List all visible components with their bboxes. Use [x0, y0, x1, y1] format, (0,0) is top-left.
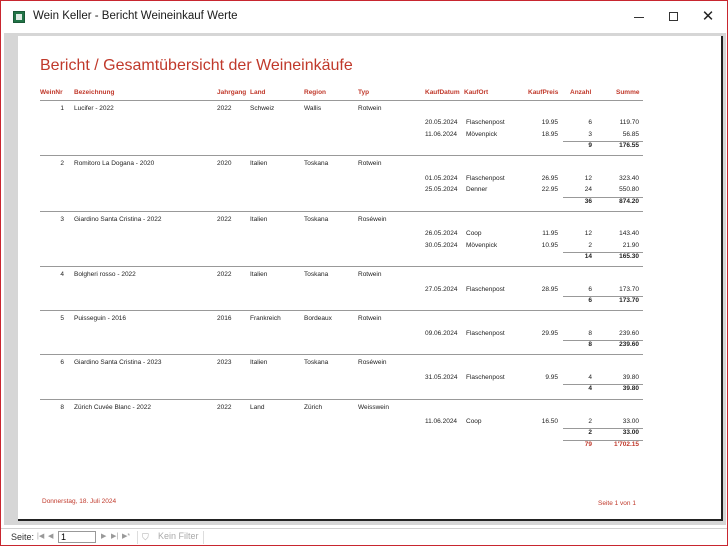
group-divider	[40, 354, 643, 355]
wein-typ: Roséwein	[358, 215, 387, 223]
wein-land: Frankreich	[250, 315, 281, 323]
window-title: Wein Keller - Bericht Weineinkauf Werte	[33, 10, 238, 22]
group-total-summe: 173.70	[619, 297, 639, 304]
page-number-input[interactable]: 1	[58, 531, 96, 543]
group-total-anzahl: 9	[588, 142, 592, 150]
grand-total-anzahl: 79	[584, 440, 592, 448]
header-weinnr: WeinNr	[40, 89, 63, 96]
kauf-datum: 26.05.2024	[425, 230, 458, 238]
kauf-datum: 27.05.2024	[425, 285, 458, 293]
kauf-anzahl: 12	[584, 230, 592, 238]
header-kaufort: KaufOrt	[464, 89, 489, 96]
group-total-summe: 239.60	[619, 341, 639, 349]
wein-nr: 4	[60, 271, 64, 279]
kauf-summe: 56.85	[622, 130, 639, 138]
kauf-ort: Mövenpick	[466, 241, 498, 249]
kauf-preis: 29.95	[541, 329, 558, 337]
wein-jahrgang: 2016	[217, 315, 232, 323]
group-total-summe: 176.55	[619, 142, 639, 150]
group-divider	[40, 211, 643, 212]
wein-jahrgang: 2022	[217, 403, 232, 411]
kauf-datum: 20.05.2024	[425, 119, 458, 127]
wein-land: Italien	[250, 271, 268, 279]
wein-bezeichnung: Bolgheri rosso - 2022	[74, 271, 136, 279]
kauf-anzahl: 3	[588, 130, 592, 138]
header-summe: Summe	[616, 89, 640, 96]
kauf-preis: 11.95	[542, 230, 558, 238]
kauf-summe: 239.60	[619, 329, 639, 337]
close-button[interactable]	[690, 1, 726, 33]
wein-region: Toskana	[304, 215, 329, 223]
header-jahrgang: Jahrgang	[217, 89, 247, 96]
wein-nr: 2	[60, 160, 64, 168]
kauf-ort: Coop	[466, 230, 482, 238]
kauf-anzahl: 12	[584, 174, 592, 182]
kauf-summe: 33.00	[622, 417, 639, 425]
status-separator	[137, 531, 138, 544]
header-land: Land	[250, 89, 266, 96]
wein-jahrgang: 2022	[217, 271, 232, 279]
kauf-anzahl: 6	[588, 285, 592, 293]
wein-typ: Rotwein	[358, 160, 382, 168]
header-region: Region	[304, 89, 327, 96]
kauf-ort: Flaschenpost	[466, 174, 505, 182]
wein-bezeichnung: Giardino Santa Cristina - 2022	[74, 215, 162, 223]
kauf-datum: 01.05.2024	[425, 174, 458, 182]
footer-page-number: Seite 1 von 1	[598, 500, 636, 507]
kauf-summe: 550.80	[619, 186, 639, 194]
wein-land: Italien	[250, 359, 268, 367]
kauf-anzahl: 2	[588, 417, 592, 425]
wein-region: Toskana	[304, 271, 329, 279]
group-total-summe: 39.80	[622, 385, 639, 393]
header-kaufpreis: KaufPreis	[528, 89, 559, 96]
group-total-anzahl: 4	[588, 385, 592, 393]
maximize-icon	[669, 12, 678, 21]
wein-bezeichnung: Romitoro La Dogana - 2020	[74, 160, 155, 168]
footer-date: Donnerstag, 18. Juli 2024	[42, 498, 117, 505]
wein-jahrgang: 2022	[217, 105, 232, 112]
group-total-anzahl: 2	[588, 429, 592, 437]
kauf-preis: 16.50	[541, 417, 558, 425]
kauf-summe: 173.70	[619, 285, 639, 293]
header-divider	[40, 100, 643, 101]
kauf-anzahl: 4	[588, 373, 592, 381]
status-separator	[203, 531, 204, 544]
kauf-datum: 09.06.2024	[425, 329, 458, 337]
wein-nr: 5	[60, 315, 64, 323]
kauf-anzahl: 6	[588, 119, 592, 127]
wein-region: Bordeaux	[304, 315, 332, 323]
group-total-anzahl: 8	[588, 341, 592, 349]
wein-typ: Rotwein	[358, 105, 382, 112]
header-kaufdatum: KaufDatum	[425, 89, 460, 96]
group-total-anzahl: 14	[584, 252, 592, 260]
header-anzahl: Anzahl	[570, 89, 592, 96]
kauf-ort: Flaschenpost	[466, 373, 505, 381]
wein-typ: Rotwein	[358, 271, 382, 279]
group-total-anzahl: 36	[584, 197, 592, 205]
maximize-button[interactable]	[655, 1, 691, 33]
group-divider	[40, 155, 643, 156]
report-page	[18, 36, 723, 521]
wein-bezeichnung: Zürich Cuvée Blanc - 2022	[74, 403, 151, 411]
wein-nr: 1	[60, 105, 64, 112]
first-page-icon[interactable]: |◀	[37, 533, 45, 540]
group-total-summe: 874.20	[619, 197, 639, 205]
previous-page-icon[interactable]: ◀	[48, 533, 54, 540]
grand-total-summe: 1'702.15	[613, 440, 639, 448]
kauf-anzahl: 8	[588, 329, 592, 337]
group-total-summe: 165.30	[619, 252, 639, 260]
kauf-datum: 25.05.2024	[425, 186, 458, 194]
wein-typ: Rotwein	[358, 315, 382, 323]
wein-jahrgang: 2022	[217, 215, 232, 223]
wein-land: Schweiz	[250, 105, 275, 112]
kauf-summe: 323.40	[619, 174, 639, 182]
wein-bezeichnung: Giardino Santa Cristina - 2023	[74, 359, 162, 367]
kauf-ort: Flaschenpost	[466, 119, 505, 127]
kauf-summe: 21.90	[622, 241, 639, 249]
header-typ: Typ	[358, 89, 370, 96]
wein-typ: Weisswein	[358, 403, 389, 411]
kauf-anzahl: 2	[588, 241, 592, 249]
wein-region: Wallis	[304, 105, 322, 112]
wein-jahrgang: 2020	[217, 160, 232, 168]
kauf-preis: 22.95	[541, 186, 558, 194]
wein-land: Land	[250, 403, 265, 411]
wein-nr: 3	[60, 215, 64, 223]
kauf-summe: 143.40	[619, 230, 639, 238]
kauf-preis: 10.95	[541, 241, 558, 249]
minimize-button[interactable]	[621, 1, 657, 33]
close-icon: ✕	[701, 8, 715, 25]
kauf-preis: 28.95	[541, 285, 558, 293]
wein-bezeichnung: Puisseguin - 2016	[74, 315, 127, 323]
wein-region: Toskana	[304, 160, 329, 168]
next-page-icon[interactable]: ▶	[101, 533, 107, 540]
wein-land: Italien	[250, 215, 268, 223]
header-bezeichnung: Bezeichnung	[74, 89, 115, 96]
kauf-ort: Flaschenpost	[466, 329, 505, 337]
kauf-ort: Mövenpick	[466, 130, 498, 138]
record-navigation-bar	[1, 528, 727, 545]
wein-jahrgang: 2023	[217, 359, 232, 367]
kauf-ort: Flaschenpost	[466, 285, 505, 293]
group-divider	[40, 399, 643, 400]
wein-typ: Roséwein	[358, 359, 387, 367]
group-total-summe: 33.00	[622, 429, 639, 437]
wein-land: Italien	[250, 160, 268, 168]
last-page-icon[interactable]: ▶|	[111, 533, 119, 540]
title-bar	[1, 1, 727, 33]
kauf-ort: Coop	[466, 417, 482, 425]
kauf-anzahl: 24	[584, 186, 592, 194]
kauf-ort: Denner	[466, 186, 488, 194]
wein-region: Zürich	[304, 403, 323, 411]
kauf-summe: 119.70	[619, 119, 639, 127]
group-divider	[40, 310, 643, 311]
report-title: Bericht / Gesamtübersicht der Weineinkäufe	[40, 57, 353, 74]
new-record-icon[interactable]: ▶*	[122, 533, 131, 540]
wein-nr: 8	[60, 403, 64, 411]
group-divider	[40, 266, 643, 267]
kauf-preis: 26.95	[541, 174, 558, 182]
kauf-preis: 18.95	[541, 130, 558, 138]
wein-bezeichnung: Lucifer - 2022	[74, 105, 114, 112]
group-total-anzahl: 6	[588, 297, 592, 304]
filter-status[interactable]: Kein Filter	[158, 531, 199, 541]
page-label: Seite:	[11, 532, 35, 542]
kauf-datum: 30.05.2024	[425, 241, 458, 249]
kauf-preis: 9.95	[545, 373, 558, 381]
wein-region: Toskana	[304, 359, 329, 367]
filter-icon: ⛉	[142, 532, 149, 542]
kauf-datum: 11.06.2024	[425, 130, 458, 138]
kauf-datum: 31.05.2024	[425, 373, 458, 381]
report-preview-canvas[interactable]	[4, 33, 726, 525]
kauf-summe: 39.80	[622, 373, 639, 381]
kauf-datum: 11.06.2024	[425, 417, 458, 425]
wein-nr: 6	[60, 359, 64, 367]
access-report-icon	[13, 11, 25, 23]
minimize-icon	[634, 17, 644, 18]
kauf-preis: 19.95	[541, 119, 558, 127]
